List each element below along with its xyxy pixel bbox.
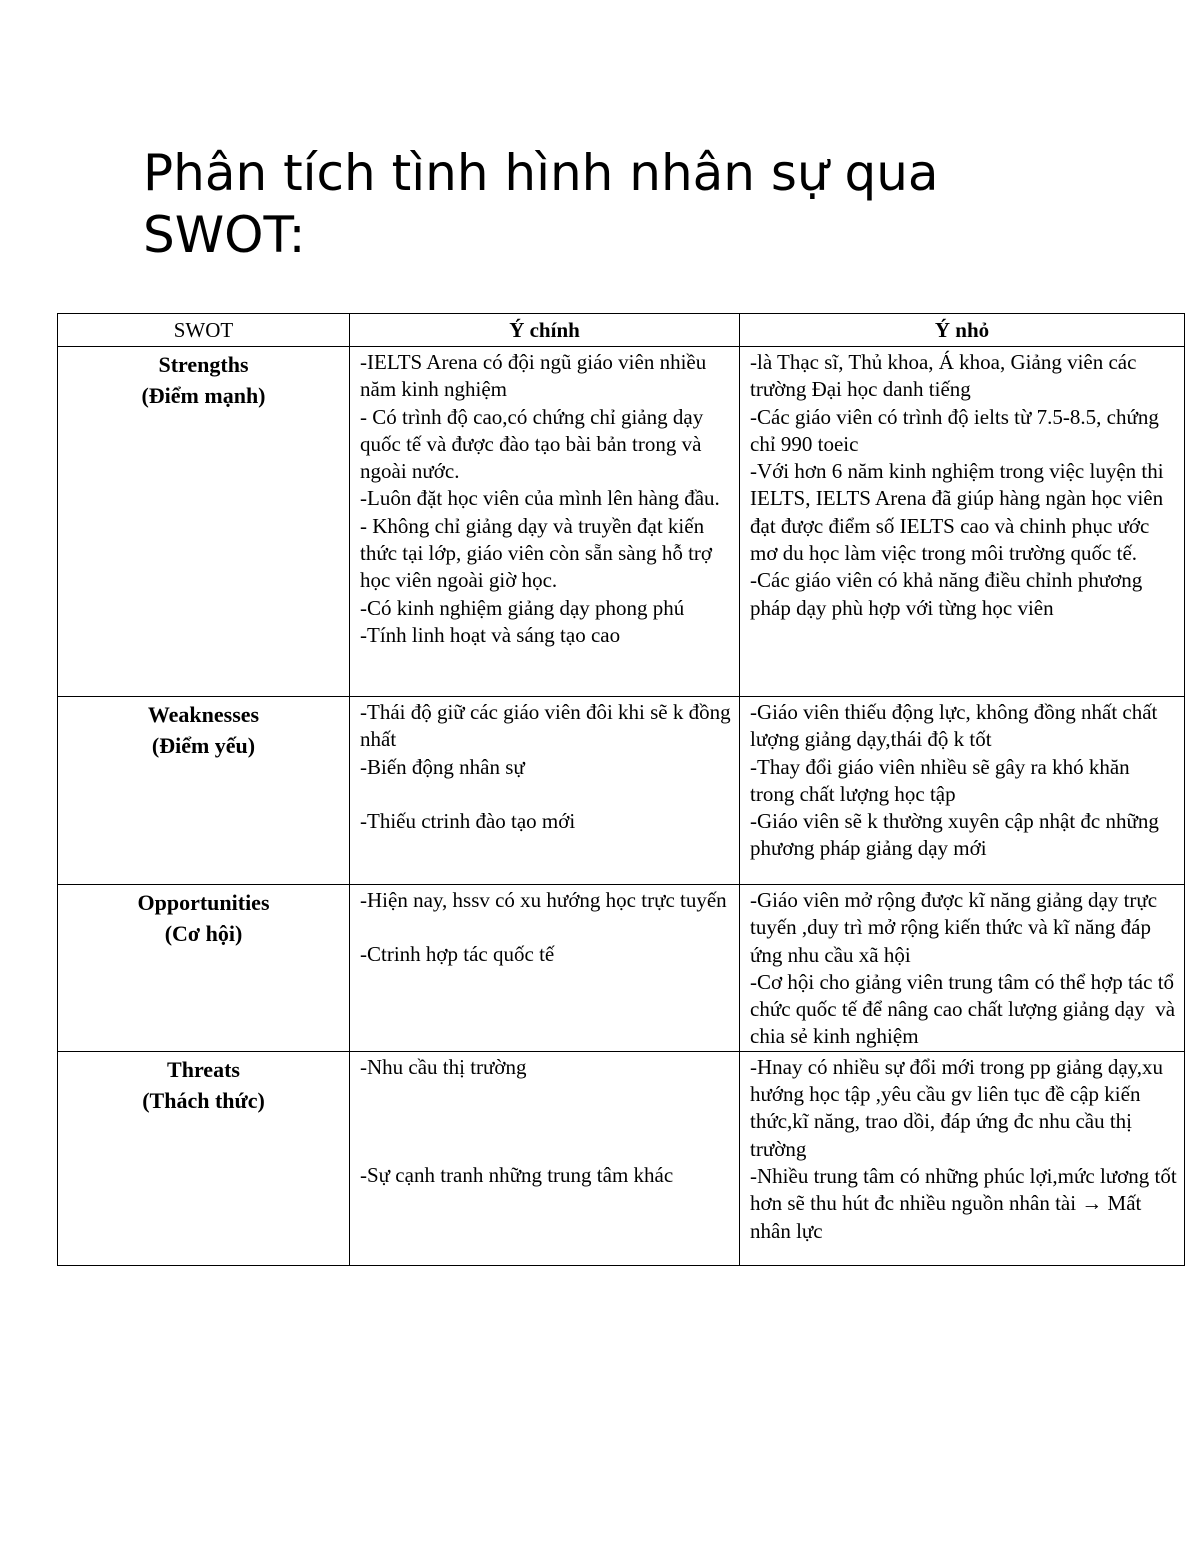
- header-main-idea: Ý chính: [350, 314, 740, 347]
- sub-idea-cell: [740, 1051, 1185, 1265]
- category-name-vi: (Thách thức): [142, 1087, 265, 1113]
- table-row-strengths: [58, 347, 1185, 697]
- category-cell: [58, 885, 350, 1052]
- sub-idea-item: -Cơ hội cho giảng viên trung tâm có thể hợp tác tổ chức quốc tế để nâng cao chất lượng giảng dạy và chia sẻ kinh nghiệm: [750, 969, 1181, 1049]
- header-swot: SWOT: [58, 314, 350, 347]
- main-idea-item: -Hiện nay, hssv có xu hướng học trực tuyến: [360, 888, 727, 912]
- main-idea-cell: [350, 885, 740, 1052]
- main-idea-cell: [350, 697, 740, 885]
- category-name: Threats: [167, 1056, 240, 1082]
- sub-idea-cell: [740, 697, 1185, 885]
- sub-idea-item: -Nhiều trung tâm có những phúc lợi,mức lương tốt hơn sẽ thu hút đc nhiều nguồn nhân tài → Mất nhân lực: [750, 1163, 1182, 1243]
- main-idea-item: - Không chỉ giảng dạy và truyền đạt kiến thức tại lớp, giáo viên còn sẵn sàng hỗ trợ học viên ngoài giờ học.: [360, 513, 718, 593]
- category-name-vi: (Cơ hội): [164, 921, 243, 946]
- spacer: [360, 914, 733, 941]
- table-header-row: [58, 314, 1185, 347]
- sub-idea-item: -Các giáo viên có khả năng điều chỉnh phương pháp dạy phù hợp với từng học viên: [750, 568, 1148, 620]
- sub-idea-cell: [740, 885, 1185, 1052]
- sub-idea-item: -Giáo viên mở rộng được kĩ năng giảng dạy trực tuyến ,duy trì mở rộng kiến thức và kĩ năng đáp ứng nhu cầu xã hội: [750, 888, 1163, 967]
- category-cell: [58, 347, 350, 697]
- sub-idea-item: -Thay đổi giáo viên nhiều sẽ gây ra khó khăn trong chất lượng học tập: [750, 754, 1135, 806]
- spacer: [360, 1081, 733, 1135]
- sub-idea-item: -Giáo viên thiếu động lực, không đồng nhất chất lượng giảng dạy,thái độ k tốt: [750, 700, 1163, 752]
- main-idea-item: -Sự cạnh tranh những trung tâm khác: [360, 1163, 674, 1188]
- main-idea-item: -Thái độ giữ các giáo viên đôi khi sẽ k đồng nhất: [360, 700, 736, 752]
- category-name: Opportunities: [137, 890, 270, 915]
- category-name-vi: (Điểm mạnh): [141, 383, 266, 408]
- table-row-opportunities: [58, 885, 1185, 1052]
- main-idea-item: -Tính linh hoạt và sáng tạo cao: [360, 622, 621, 647]
- sub-idea-cell: [740, 347, 1185, 697]
- page-title: Phân tích tình hình nhân sự qua SWOT:: [143, 144, 939, 264]
- main-idea-item: -Luôn đặt học viên của mình lên hàng đầu.: [360, 486, 720, 511]
- sub-idea-item: -là Thạc sĩ, Thủ khoa, Á khoa, Giảng viên các trường Đại học danh tiếng: [750, 350, 1142, 402]
- main-idea-item: -Có kinh nghiệm giảng dạy phong phú: [360, 595, 685, 620]
- sub-idea-item: -Giáo viên sẽ k thường xuyên cập nhật đc những phương pháp giảng dạy mới: [750, 809, 1165, 861]
- swot-table: [57, 313, 1185, 1266]
- table-row-weaknesses: [58, 697, 1185, 885]
- category-cell: [58, 1051, 350, 1265]
- main-idea-cell: [350, 1051, 740, 1265]
- table-row-threats: [58, 1051, 1185, 1265]
- sub-idea-item: -Với hơn 6 năm kinh nghiệm trong việc luyện thi IELTS, IELTS Arena đã giúp hàng ngàn học viên đạt được điểm số IELTS cao và chinh phục ước mơ du học làm việc trong môi trường quốc tế.: [750, 459, 1169, 566]
- main-idea-item: -IELTS Arena có đội ngũ giáo viên nhiều năm kinh nghiệm: [360, 350, 712, 402]
- spacer: [360, 1135, 733, 1162]
- main-idea-item: - Có trình độ cao,có chứng chỉ giảng dạy quốc tế và được đào tạo bài bản trong và ngoài nước.: [360, 404, 709, 484]
- main-idea-item: -Nhu cầu thị trường: [360, 1054, 527, 1079]
- sub-idea-item: -Hnay có nhiều sự đổi mới trong pp giảng dạy,xu hướng học tập ,yêu cầu gv liên tục đề cập kiến thức,kĩ năng, trao dồi, đáp ứng đc nhu cầu thị trường: [750, 1054, 1169, 1161]
- header-sub-idea: Ý nhỏ: [740, 314, 1185, 347]
- main-idea-item: -Ctrinh hợp tác quốc tế: [360, 942, 555, 967]
- category-name: Strengths: [158, 352, 249, 377]
- spacer: [360, 781, 733, 808]
- category-name: Weaknesses: [147, 702, 260, 727]
- main-idea-cell: [350, 347, 740, 697]
- category-name-vi: (Điểm yếu): [151, 733, 256, 758]
- main-idea-item: -Biến động nhân sự: [360, 754, 525, 779]
- main-idea-item: -Thiếu ctrinh đào tạo mới: [360, 808, 576, 833]
- category-cell: [58, 697, 350, 885]
- sub-idea-item: -Các giáo viên có trình độ ielts từ 7.5-8.5, chứng chỉ 990 toeic: [750, 404, 1165, 456]
